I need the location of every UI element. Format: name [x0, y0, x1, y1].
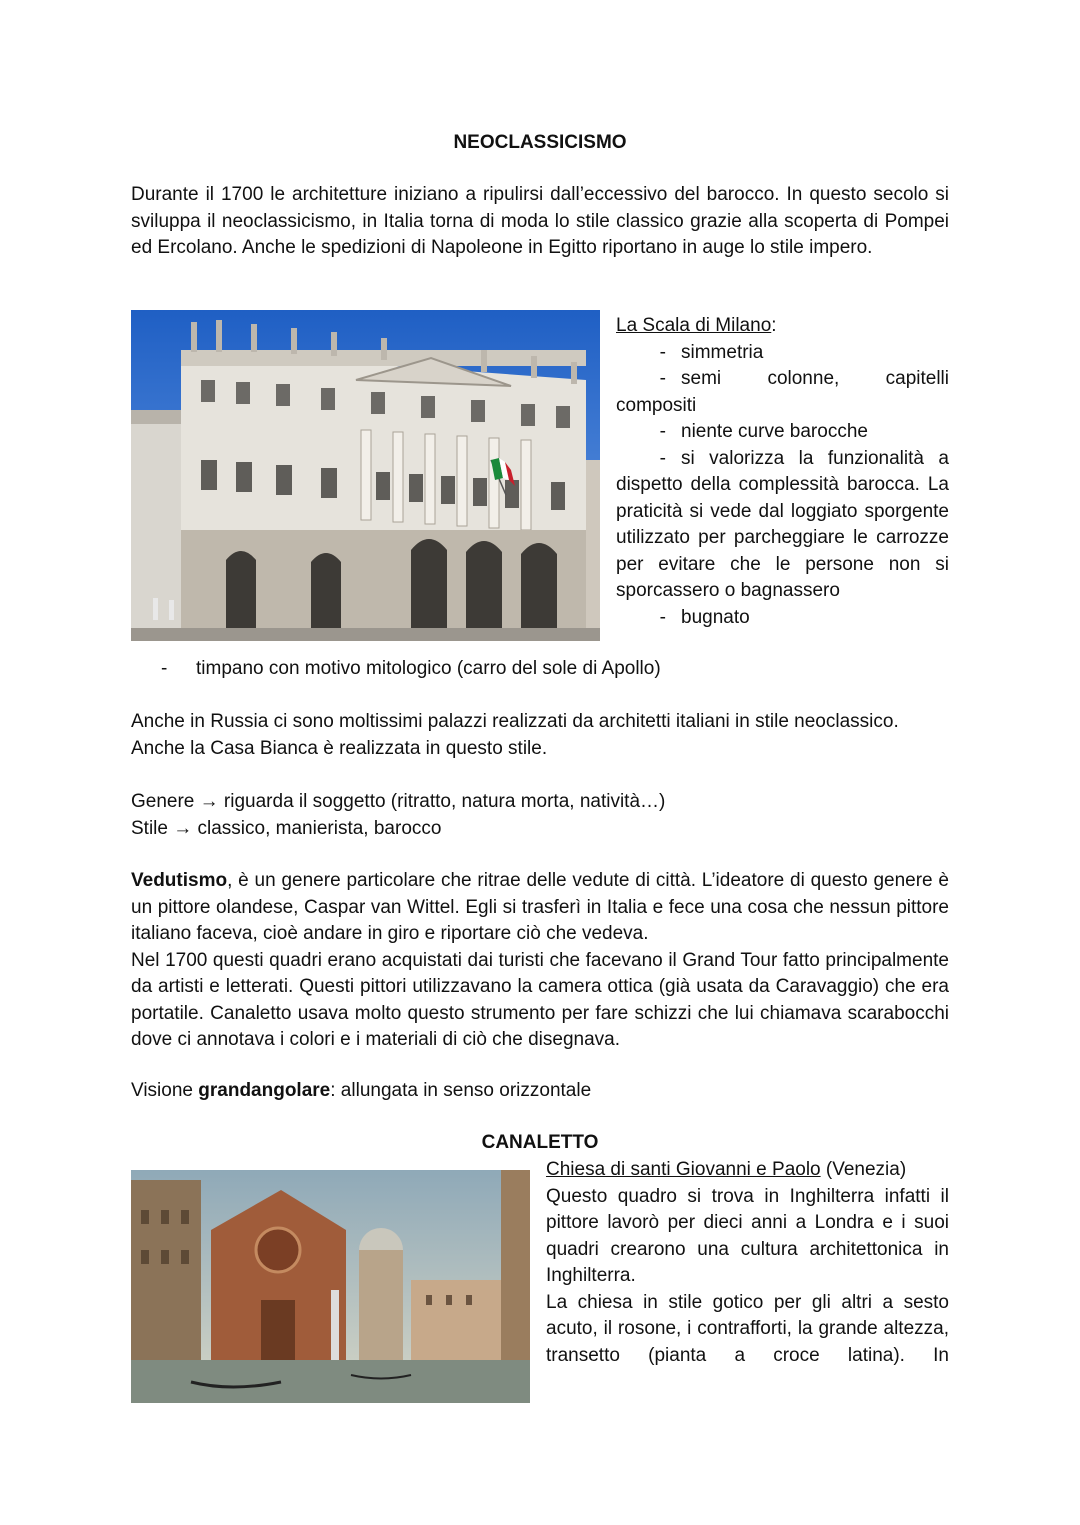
text-line: Anche in Russia ci sono moltissimi palazzi realizzati da architetti italiani in stile neoclassico.: [131, 711, 899, 732]
bullet-text: semi colonne, capitelli: [681, 368, 949, 389]
visione-line: [131, 1078, 949, 1105]
canaletto-work-title: Chiesa di santi Giovanni e Paolo: [546, 1159, 821, 1180]
document-page: [131, 0, 949, 1525]
bullet-dash: -: [659, 447, 666, 469]
list-item: [616, 446, 949, 473]
visione-suffix: : allungata in senso orizzontale: [330, 1080, 592, 1101]
visione-prefix: Visione: [131, 1080, 199, 1101]
page-title: NEOCLASSICISMO: [453, 132, 627, 153]
bullet-text: si valorizza la funzionalità a: [681, 447, 949, 469]
la-scala-heading: La Scala di Milano: [616, 315, 772, 336]
canaletto-paragraph-2: La chiesa in stile gotico per gli altri a sesto acuto, il rosone, i contrafforti, la grande altezza, transetto (pianta a croce latina). In: [546, 1291, 949, 1366]
bullet-dash: -: [659, 421, 666, 442]
bullet-dash: -: [161, 658, 168, 679]
list-item: [161, 656, 949, 683]
vedutismo-section: [131, 868, 949, 1054]
vedutismo-term: Vedutismo: [131, 870, 228, 891]
intro-paragraph: Durante il 1700 le architetture iniziano a ripulirsi dall’eccessivo del barocco. In questo secolo si sviluppa il neoclassicismo, in Italia torna di moda lo stile classico grazie alla scoperta di Pompei ed Ercolano. Anche le spedizioni di Napoleone in Egitto riportano in auge lo stile impero.: [131, 184, 949, 258]
definition-genere: Genere → riguarda il soggetto (ritratto, natura morta, natività…): [131, 791, 666, 812]
definition-stile: Stile → classico, manierista, barocco: [131, 817, 442, 839]
visione-term: grandangolare: [198, 1080, 331, 1101]
russia-paragraph: [131, 709, 949, 762]
bullet-text: timpano con motivo mitologico (carro del sole di Apollo): [196, 658, 661, 679]
list-item: [616, 419, 949, 446]
vedutismo-text-2: Nel 1700 questi quadri erano acquistati dai turisti che facevano il Grand Tour fatto principalmente da artisti e letterati. Questi pittori utilizzavano la camera ottica (già usata da Caravaggio) che era portatile. Canaletto usava molto questo strumento per fare schizzi che lui chiamava scarabocchi dove ci annotava i colori e i materiali di ciò che disegnava.: [131, 949, 949, 1050]
la-scala-description: [616, 313, 949, 631]
list-item: [616, 605, 949, 632]
canaletto-paragraph-1: Questo quadro si trova in Inghilterra infatti il pittore lavorò per dieci anni a Londra e i suoi quadri crearono una cultura architettonica in Inghilterra.: [546, 1185, 949, 1286]
canaletto-title: CANALETTO: [481, 1132, 599, 1153]
canaletto-description: [546, 1157, 949, 1369]
bullet-dash: -: [659, 341, 666, 363]
canaletto-painting: [131, 1170, 530, 1403]
bullet-text: bugnato: [681, 606, 750, 628]
list-item: [616, 340, 949, 367]
bullet-text: simmetria: [681, 341, 764, 363]
definitions: [131, 789, 949, 842]
list-item: [616, 366, 949, 393]
vedutismo-text: , è un genere particolare che ritrae delle vedute di città. L’ideatore di questo genere è un pittore olandese, Caspar van Wittel. Egli si trasferì in Italia e fece una cosa che nessun pittore italiano faceva, cioè andare in giro e riportare ciò che vedeva.: [131, 870, 949, 944]
canaletto-work-location: (Venezia): [820, 1159, 907, 1180]
bullet-dash: -: [659, 606, 666, 628]
text-line: Anche la Casa Bianca è realizzata in questo stile.: [131, 737, 548, 759]
bullet-continuation: compositi: [616, 394, 697, 416]
heading-colon: :: [771, 315, 777, 336]
la-scala-photo: [131, 310, 600, 641]
bullet-continuation: dispetto della complessità barocca. La praticità si vede dal loggiato sporgente utilizzato per parcheggiare le carrozze per evitare che le persone non si sporcassero o bagnassero: [616, 474, 949, 601]
bullet-dash: -: [659, 368, 666, 389]
bullet-text: niente curve barocche: [681, 421, 868, 442]
